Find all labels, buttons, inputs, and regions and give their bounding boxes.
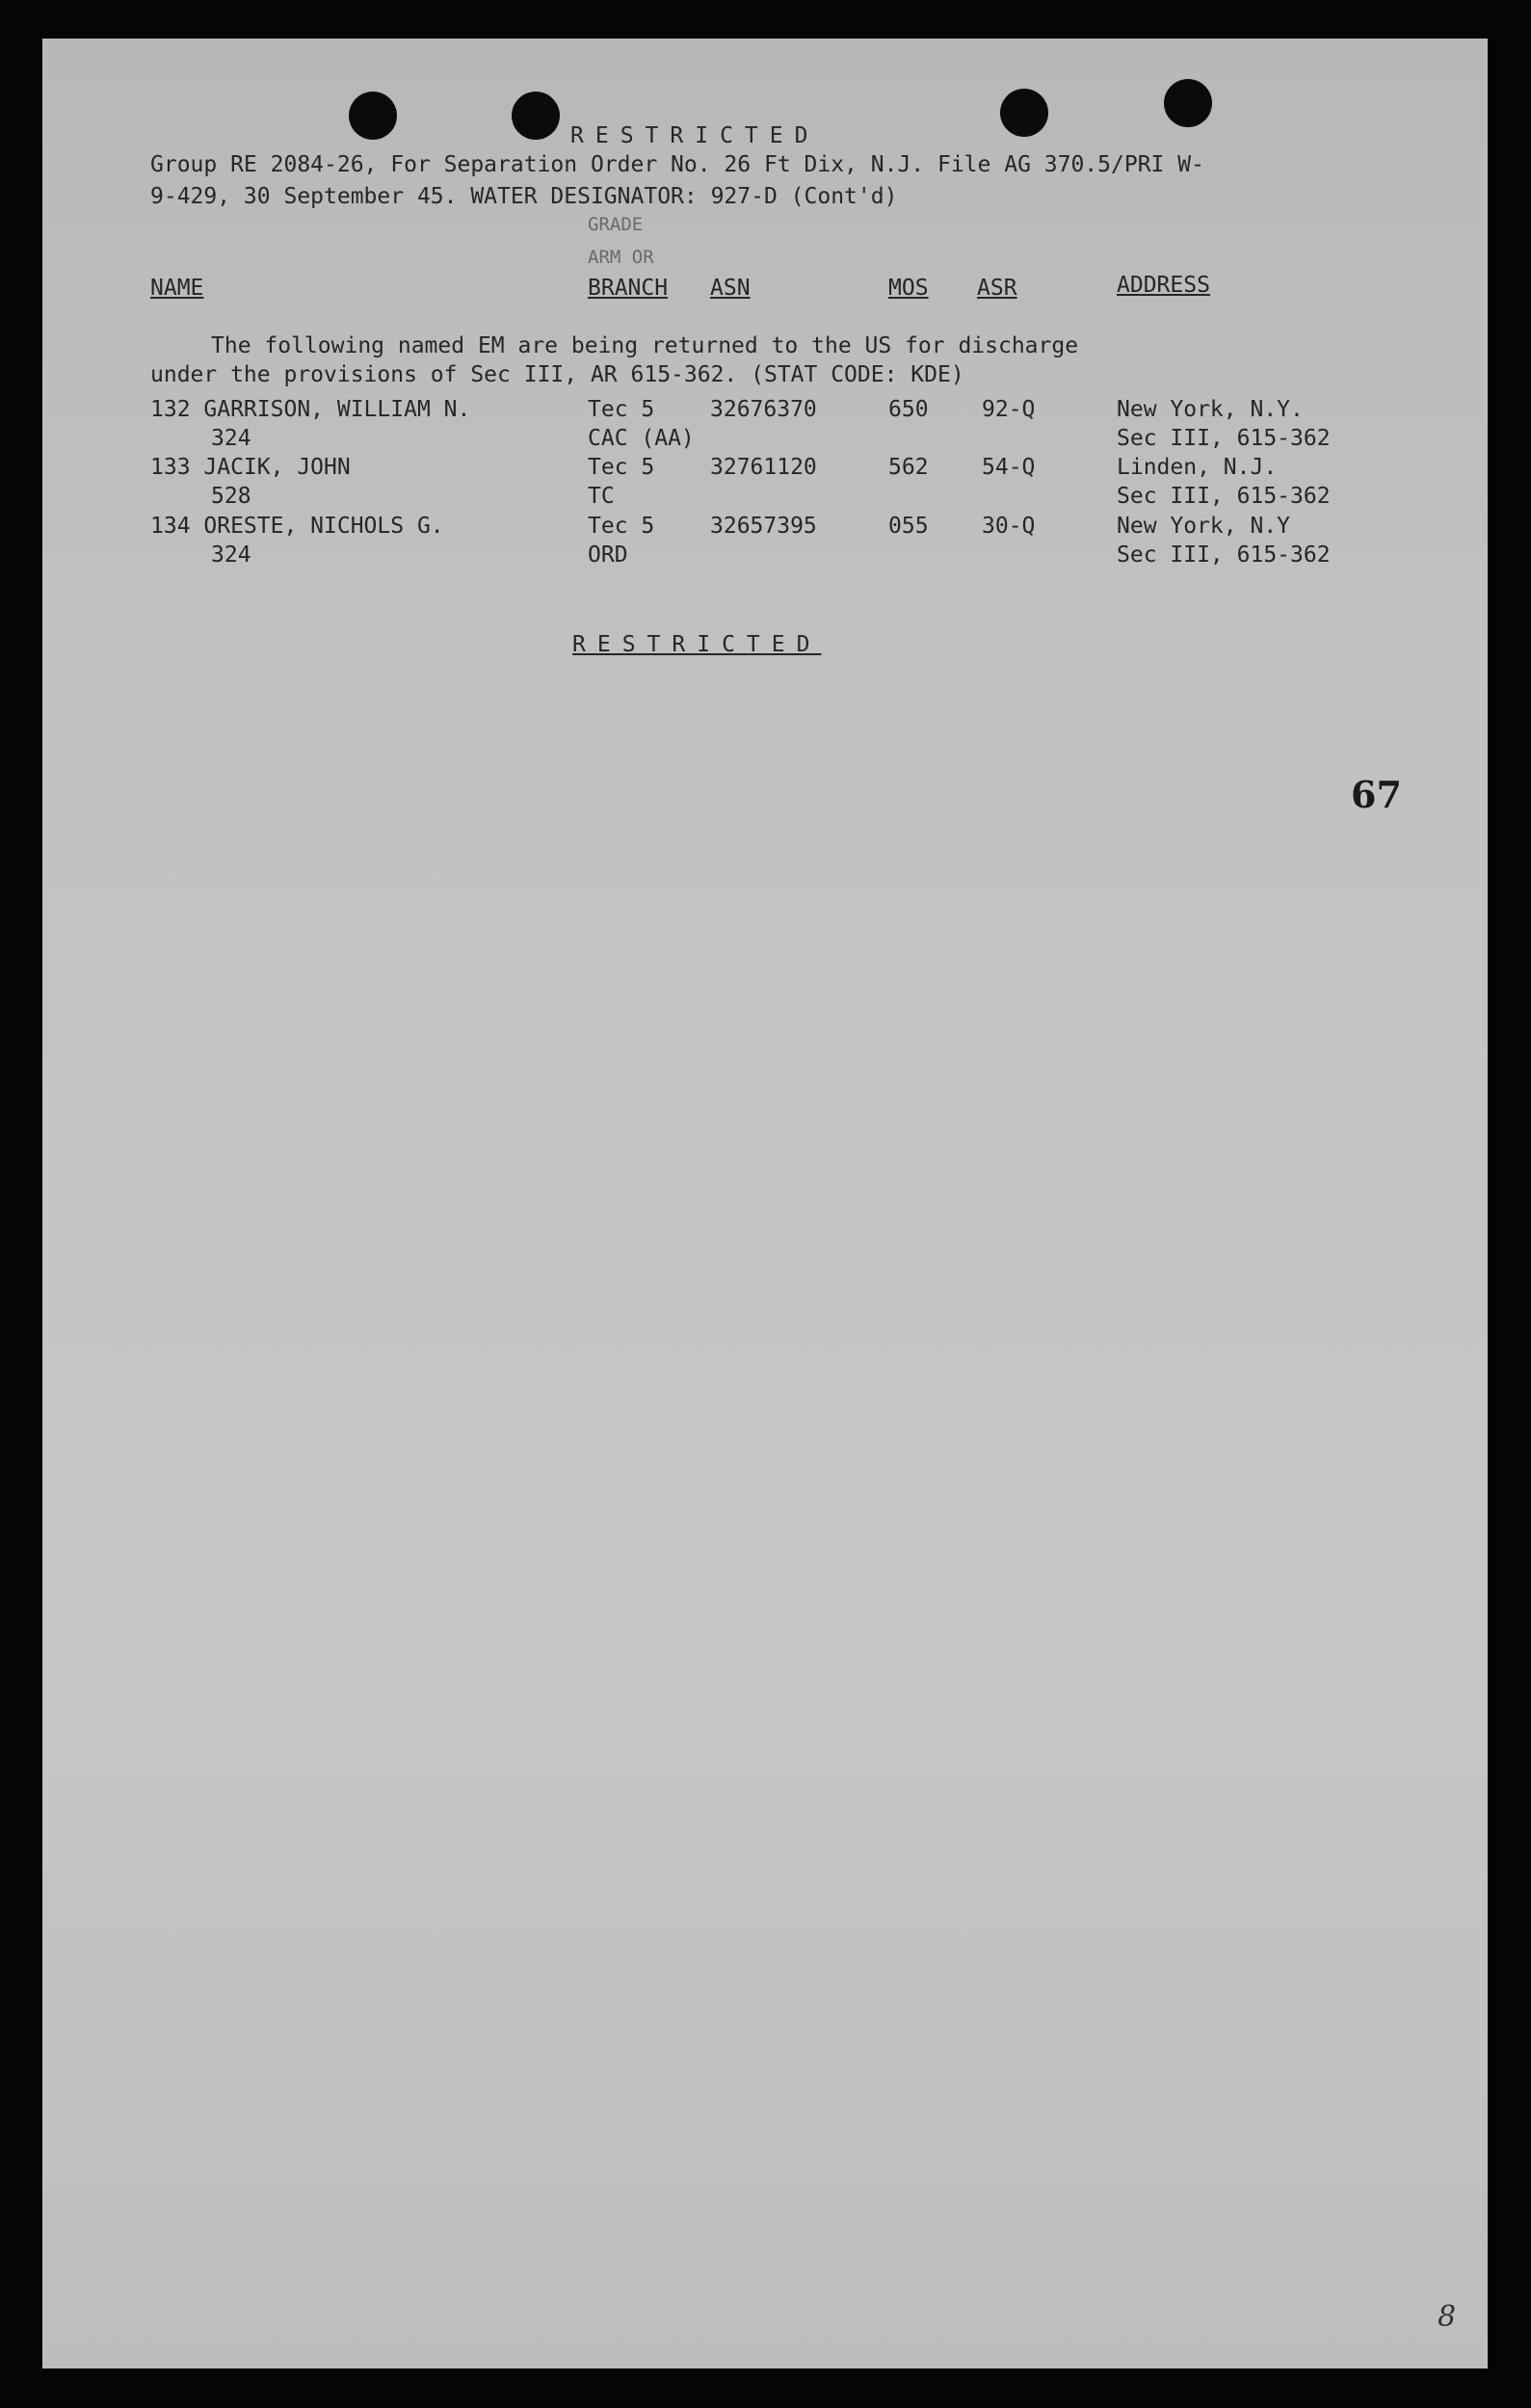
table-row-asn: 32761120	[710, 455, 817, 480]
table-row-branch: CAC (AA)	[588, 426, 695, 451]
table-row-grade: Tec 5	[588, 455, 655, 480]
column-header-name: NAME	[150, 276, 204, 301]
table-row-mos: 055	[888, 514, 929, 539]
table-row-address-2: Sec III, 615-362	[1117, 484, 1331, 509]
page-number: 67	[1351, 773, 1402, 816]
column-header-address: ADDRESS	[1117, 273, 1210, 298]
table-row-grade: Tec 5	[588, 397, 655, 422]
punch-hole-4	[1164, 79, 1212, 127]
header-line-2: 9-429, 30 September 45. WATER DESIGNATOR: 927-D (Cont'd)	[150, 184, 898, 209]
table-row-branch: ORD	[588, 542, 628, 568]
table-row-name: 132 GARRISON, WILLIAM N.	[150, 397, 471, 422]
table-row-address-2: Sec III, 615-362	[1117, 426, 1331, 451]
table-row-asr: 30-Q	[982, 514, 1036, 539]
punch-hole-2	[512, 92, 560, 140]
restricted-footer: RESTRICTED	[572, 632, 822, 657]
table-row-asr: 54-Q	[982, 455, 1036, 480]
table-row-address-1: New York, N.Y.	[1117, 397, 1304, 422]
table-row-branch: TC	[588, 484, 615, 509]
column-header-mos: MOS	[888, 276, 929, 301]
document-page	[42, 39, 1488, 2368]
handwritten-mark: 8	[1438, 2300, 1457, 2334]
table-row-address-1: Linden, N.J.	[1117, 455, 1278, 480]
table-row-grade: Tec 5	[588, 514, 655, 539]
table-row-address-1: New York, N.Y	[1117, 514, 1291, 539]
intro-line-1: The following named EM are being returned to the US for discharge	[211, 333, 1079, 358]
table-row-mos: 562	[888, 455, 929, 480]
table-row-address-2: Sec III, 615-362	[1117, 542, 1331, 568]
column-header-asr: ASR	[977, 276, 1017, 301]
column-header-branch: BRANCH	[588, 276, 669, 301]
table-row-sub: 324	[211, 542, 251, 568]
column-header-asn: ASN	[710, 276, 751, 301]
punch-hole-1	[349, 92, 397, 140]
restricted-header: RESTRICTED	[570, 123, 820, 148]
table-row-mos: 650	[888, 397, 929, 422]
table-row-sub: 324	[211, 426, 251, 451]
header-line-1: Group RE 2084-26, For Separation Order No. 26 Ft Dix, N.J. File AG 370.5/PRI W-	[150, 152, 1204, 177]
table-row-name: 134 ORESTE, NICHOLS G.	[150, 514, 444, 539]
table-row-name: 133 JACIK, JOHN	[150, 455, 351, 480]
table-row-asn: 32676370	[710, 397, 817, 422]
column-header-grade: GRADE	[588, 214, 644, 235]
table-row-sub: 528	[211, 484, 251, 509]
column-header-arm: ARM OR	[588, 247, 654, 268]
intro-line-2: under the provisions of Sec III, AR 615-362. (STAT CODE: KDE)	[150, 362, 964, 387]
punch-hole-3	[1000, 89, 1048, 137]
table-row-asn: 32657395	[710, 514, 817, 539]
table-row-asr: 92-Q	[982, 397, 1036, 422]
